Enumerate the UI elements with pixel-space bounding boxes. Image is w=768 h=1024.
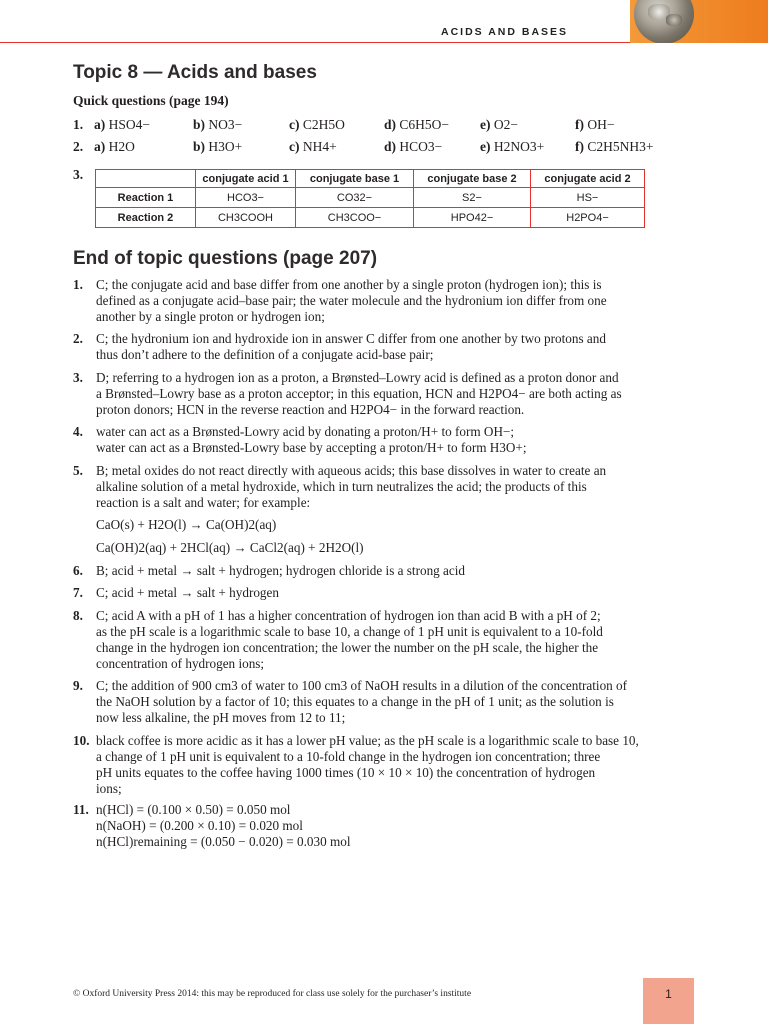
table-cell: CH3COOH	[196, 208, 296, 228]
question-number: 3.	[73, 167, 84, 182]
answer-f: f) OH−	[575, 117, 615, 132]
table-cell: HPO42−	[414, 208, 531, 228]
topic-title: Topic 8 — Acids and bases	[73, 62, 317, 83]
answer-11: 11. n(HCl) = (0.100 × 0.50) = 0.050 mol n(NaOH) = (0.200 × 0.10) = 0.020 mol n(HCl)remaining = (0.050 − 0.020) = 0.030 mol	[73, 802, 351, 849]
page-number: 1	[643, 978, 694, 1024]
answer-7: 7. C; acid + metal → salt + hydrogen	[73, 585, 279, 600]
table-cell: Reaction 2	[96, 208, 196, 228]
header-tab	[630, 0, 768, 43]
answer-a: a) H2O	[94, 139, 135, 154]
section-label: ACIDS AND BASES	[441, 26, 569, 38]
copyright-footer: © Oxford University Press 2014: this may be reproduced for class use solely for the purchaser’s institute	[73, 989, 472, 999]
answer-2: 2. C; the hydronium ion and hydroxide ion in answer C differ from one another by two protons and thus don’t adhere to the definition of a conjugate acid-base pair;	[73, 331, 606, 362]
answer-3: 3. D; referring to a hydrogen ion as a proton, a Brønsted–Lowry acid is defined as a proton donor and a Brønsted–Lowry base as a proton acceptor; in this equation, HCN and H2PO4− are both acting as proton donors; HCN in the reverse reaction and H2PO4− in the forward reaction.	[73, 370, 622, 417]
answer-c: c) NH4+	[289, 139, 337, 154]
equation-1: CaO(s) + H2O(l) → Ca(OH)2(aq)	[96, 517, 277, 532]
table-header: conjugate acid 2	[531, 170, 645, 188]
table-cell: Reaction 1	[96, 188, 196, 208]
conjugate-table	[95, 169, 645, 228]
answer-9: 9. C; the addition of 900 cm3 of water to 100 cm3 of NaOH results in a dilution of the concentration of the NaOH solution by a factor of 10; this equates to a change in the pH of 1 unit; as the solution is now less alkaline, the pH moves from 12 to 11;	[73, 678, 628, 725]
answer-d: d) C6H5O−	[384, 117, 450, 132]
table-cell: CH3COO−	[296, 208, 414, 228]
table-row	[96, 208, 645, 228]
table-header: conjugate base 1	[296, 170, 414, 188]
table-header: conjugate base 2	[414, 170, 531, 188]
equation-2: Ca(OH)2(aq) + 2HCl(aq) → CaCl2(aq) + 2H2O(l)	[96, 540, 364, 555]
answer-10: 10. black coffee is more acidic as it has a lower pH value; as the pH scale is a logarithmic scale to base 10, a change of 1 pH unit is equivalent to a 10-fold change in the hydrogen ion concentration; three pH units equates to the coffee having 1000 times (10 × 10 × 10) the concentration of hydrogen ions;	[73, 733, 639, 796]
table-header-row	[96, 170, 645, 188]
table-row	[96, 188, 645, 208]
table-cell: H2PO4−	[531, 208, 645, 228]
answer-e: e) H2NO3+	[480, 139, 545, 154]
table-cell: HS−	[531, 188, 645, 208]
end-of-topic-heading: End of topic questions (page 207)	[73, 248, 378, 269]
answer-a: a) HSO4−	[94, 117, 150, 132]
answer-5: 5. B; metal oxides do not react directly with aqueous acids; this base dissolves in water to create an alkaline solution of a metal hydroxide, which in turn neutralizes the acid; the products of this reaction is a salt and water; for example:	[73, 463, 607, 510]
answer-b: b) H3O+	[193, 139, 243, 154]
question-number: 2.	[73, 139, 84, 154]
table-header	[96, 170, 196, 188]
answer-4: 4. water can act as a Brønsted-Lowry acid by donating a proton/H+ to form OH−; water can act as a Brønsted-Lowry base by accepting a proton/H+ to form H3O+;	[73, 424, 527, 455]
answer-b: b) NO3−	[193, 117, 243, 132]
table-cell: S2−	[414, 188, 531, 208]
answer-6: 6. B; acid + metal → salt + hydrogen; hydrogen chloride is a strong acid	[73, 563, 466, 578]
header-rule	[0, 42, 630, 43]
table-header: conjugate acid 1	[196, 170, 296, 188]
table-cell: HCO3−	[196, 188, 296, 208]
question-number: 1.	[73, 117, 84, 132]
table-cell: CO32−	[296, 188, 414, 208]
quick-questions-heading: Quick questions (page 194)	[73, 93, 229, 108]
answer-f: f) C2H5NH3+	[575, 139, 654, 154]
mineral-photo	[634, 0, 694, 43]
answer-c: c) C2H5O	[289, 117, 345, 132]
answer-e: e) O2−	[480, 117, 518, 132]
answer-8: 8. C; acid A with a pH of 1 has a higher concentration of hydrogen ion than acid B with a pH of 2; as the pH scale is a logarithmic scale to base 10, a change of 1 pH unit is equivalent to a 10-fold change in the hydrogen ion concentration; the lower the number on the pH scale, the higher the concentration of hydrogen ions;	[73, 608, 603, 671]
answer-1: 1. C; the conjugate acid and base differ from one another by a single proton (hydrogen ion); this is defined as a conjugate acid–base pair; the water molecule and the hydronium ion differ from one another by a single proton or hydrogen ion;	[73, 277, 607, 324]
answer-d: d) HCO3−	[384, 139, 443, 154]
